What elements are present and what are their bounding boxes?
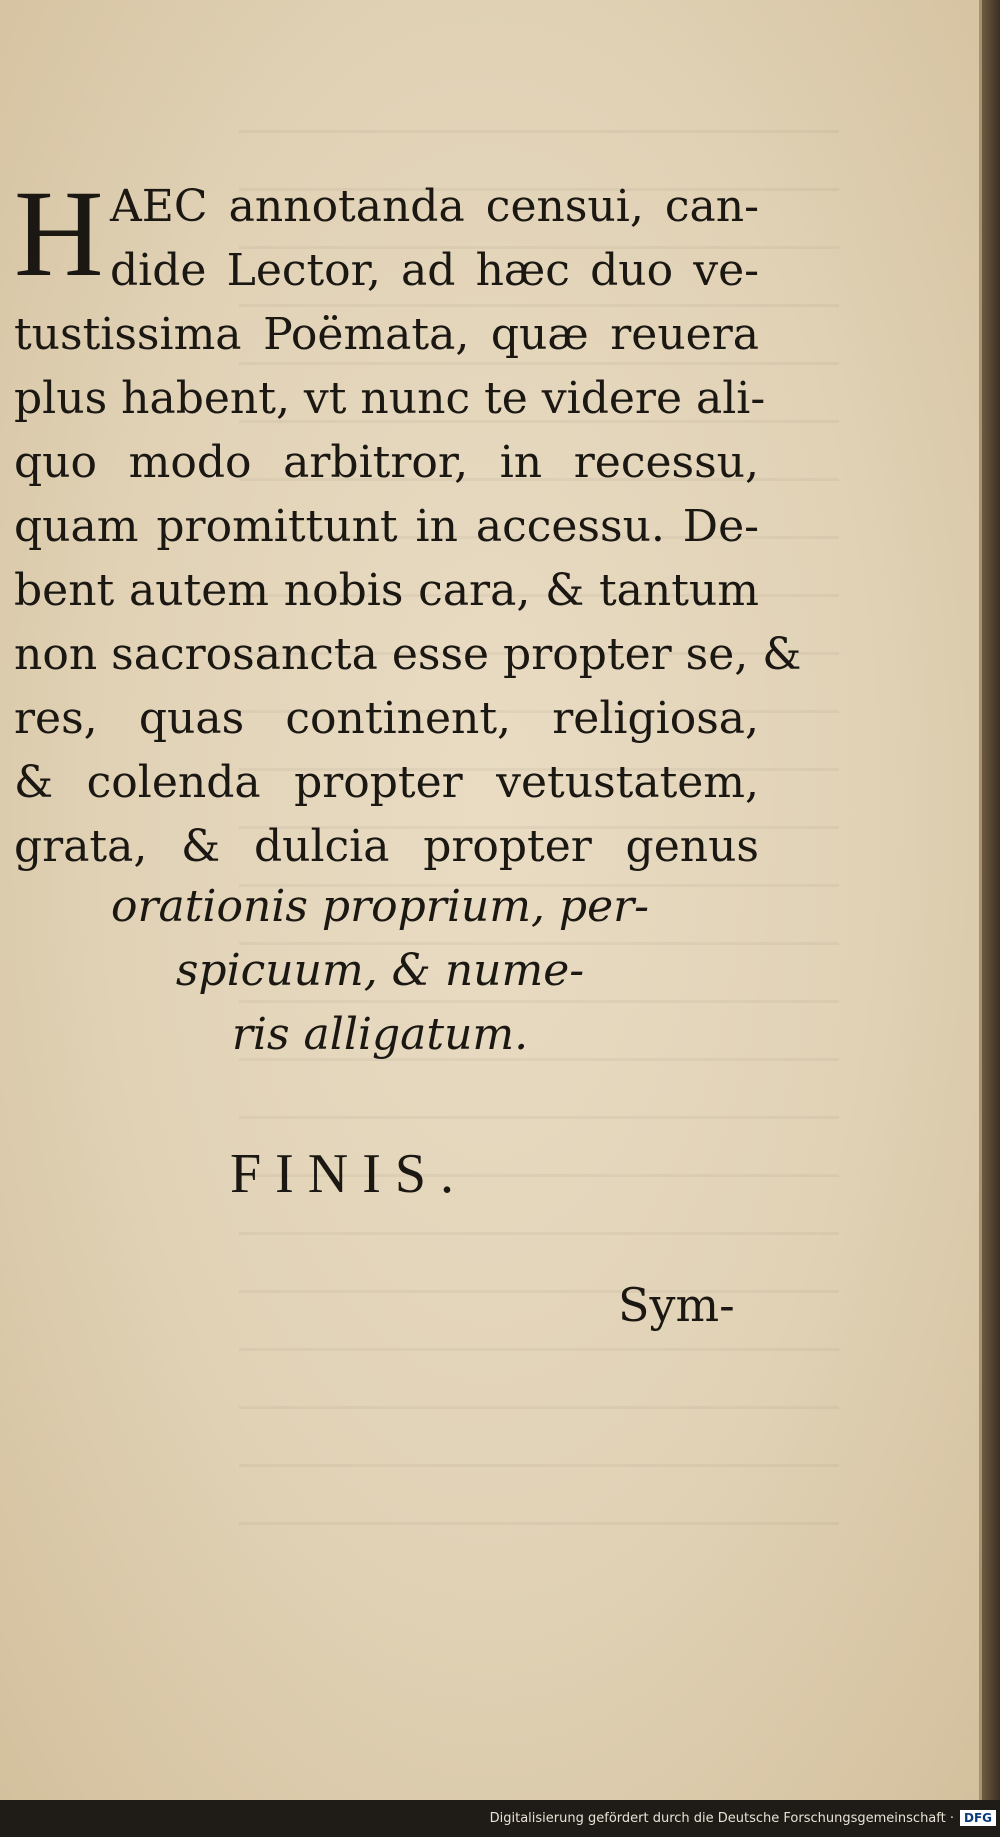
text-line-6: quam promittunt in accessu. De- <box>14 501 759 552</box>
credit-text: Digitalisierung gefördert durch die Deutsche Forschungsgemeinschaft · <box>489 1810 954 1826</box>
text-line-9: res, quas continent, religiosa, <box>14 693 759 744</box>
text-line-5: quo modo arbitror, in recessu, <box>14 437 759 488</box>
text-line-2: dide Lector, ad hæc duo ve- <box>110 245 759 296</box>
drop-capital: H <box>14 165 104 302</box>
page-edge <box>982 0 1000 1800</box>
text-line-1: AEC annotanda censui, can- <box>110 181 759 232</box>
closing-line-3: ris alligatum. <box>231 1009 529 1060</box>
digitization-credit <box>490 1807 996 1829</box>
finis-heading: FINIS. <box>230 1143 469 1205</box>
main-paragraph <box>14 165 802 879</box>
text-line-11: grata, & dulcia propter genus <box>14 821 759 872</box>
dfg-logo: DFG <box>960 1810 996 1826</box>
text-line-7: bent autem nobis cara, & tantum <box>14 565 759 616</box>
catchword: Sym- <box>618 1278 735 1332</box>
text-line-10: & colenda propter vetustatem, <box>14 757 759 808</box>
text-line-3: tustissima Poëmata, quæ reuera <box>14 309 759 360</box>
closing-line-2: spicuum, & nume- <box>175 945 585 996</box>
text-line-4: plus habent, vt nunc te videre ali- <box>14 373 766 424</box>
text-line-8: non sacrosancta esse propter se, & <box>14 629 802 680</box>
closing-line-1: orationis proprium, per- <box>110 881 650 932</box>
